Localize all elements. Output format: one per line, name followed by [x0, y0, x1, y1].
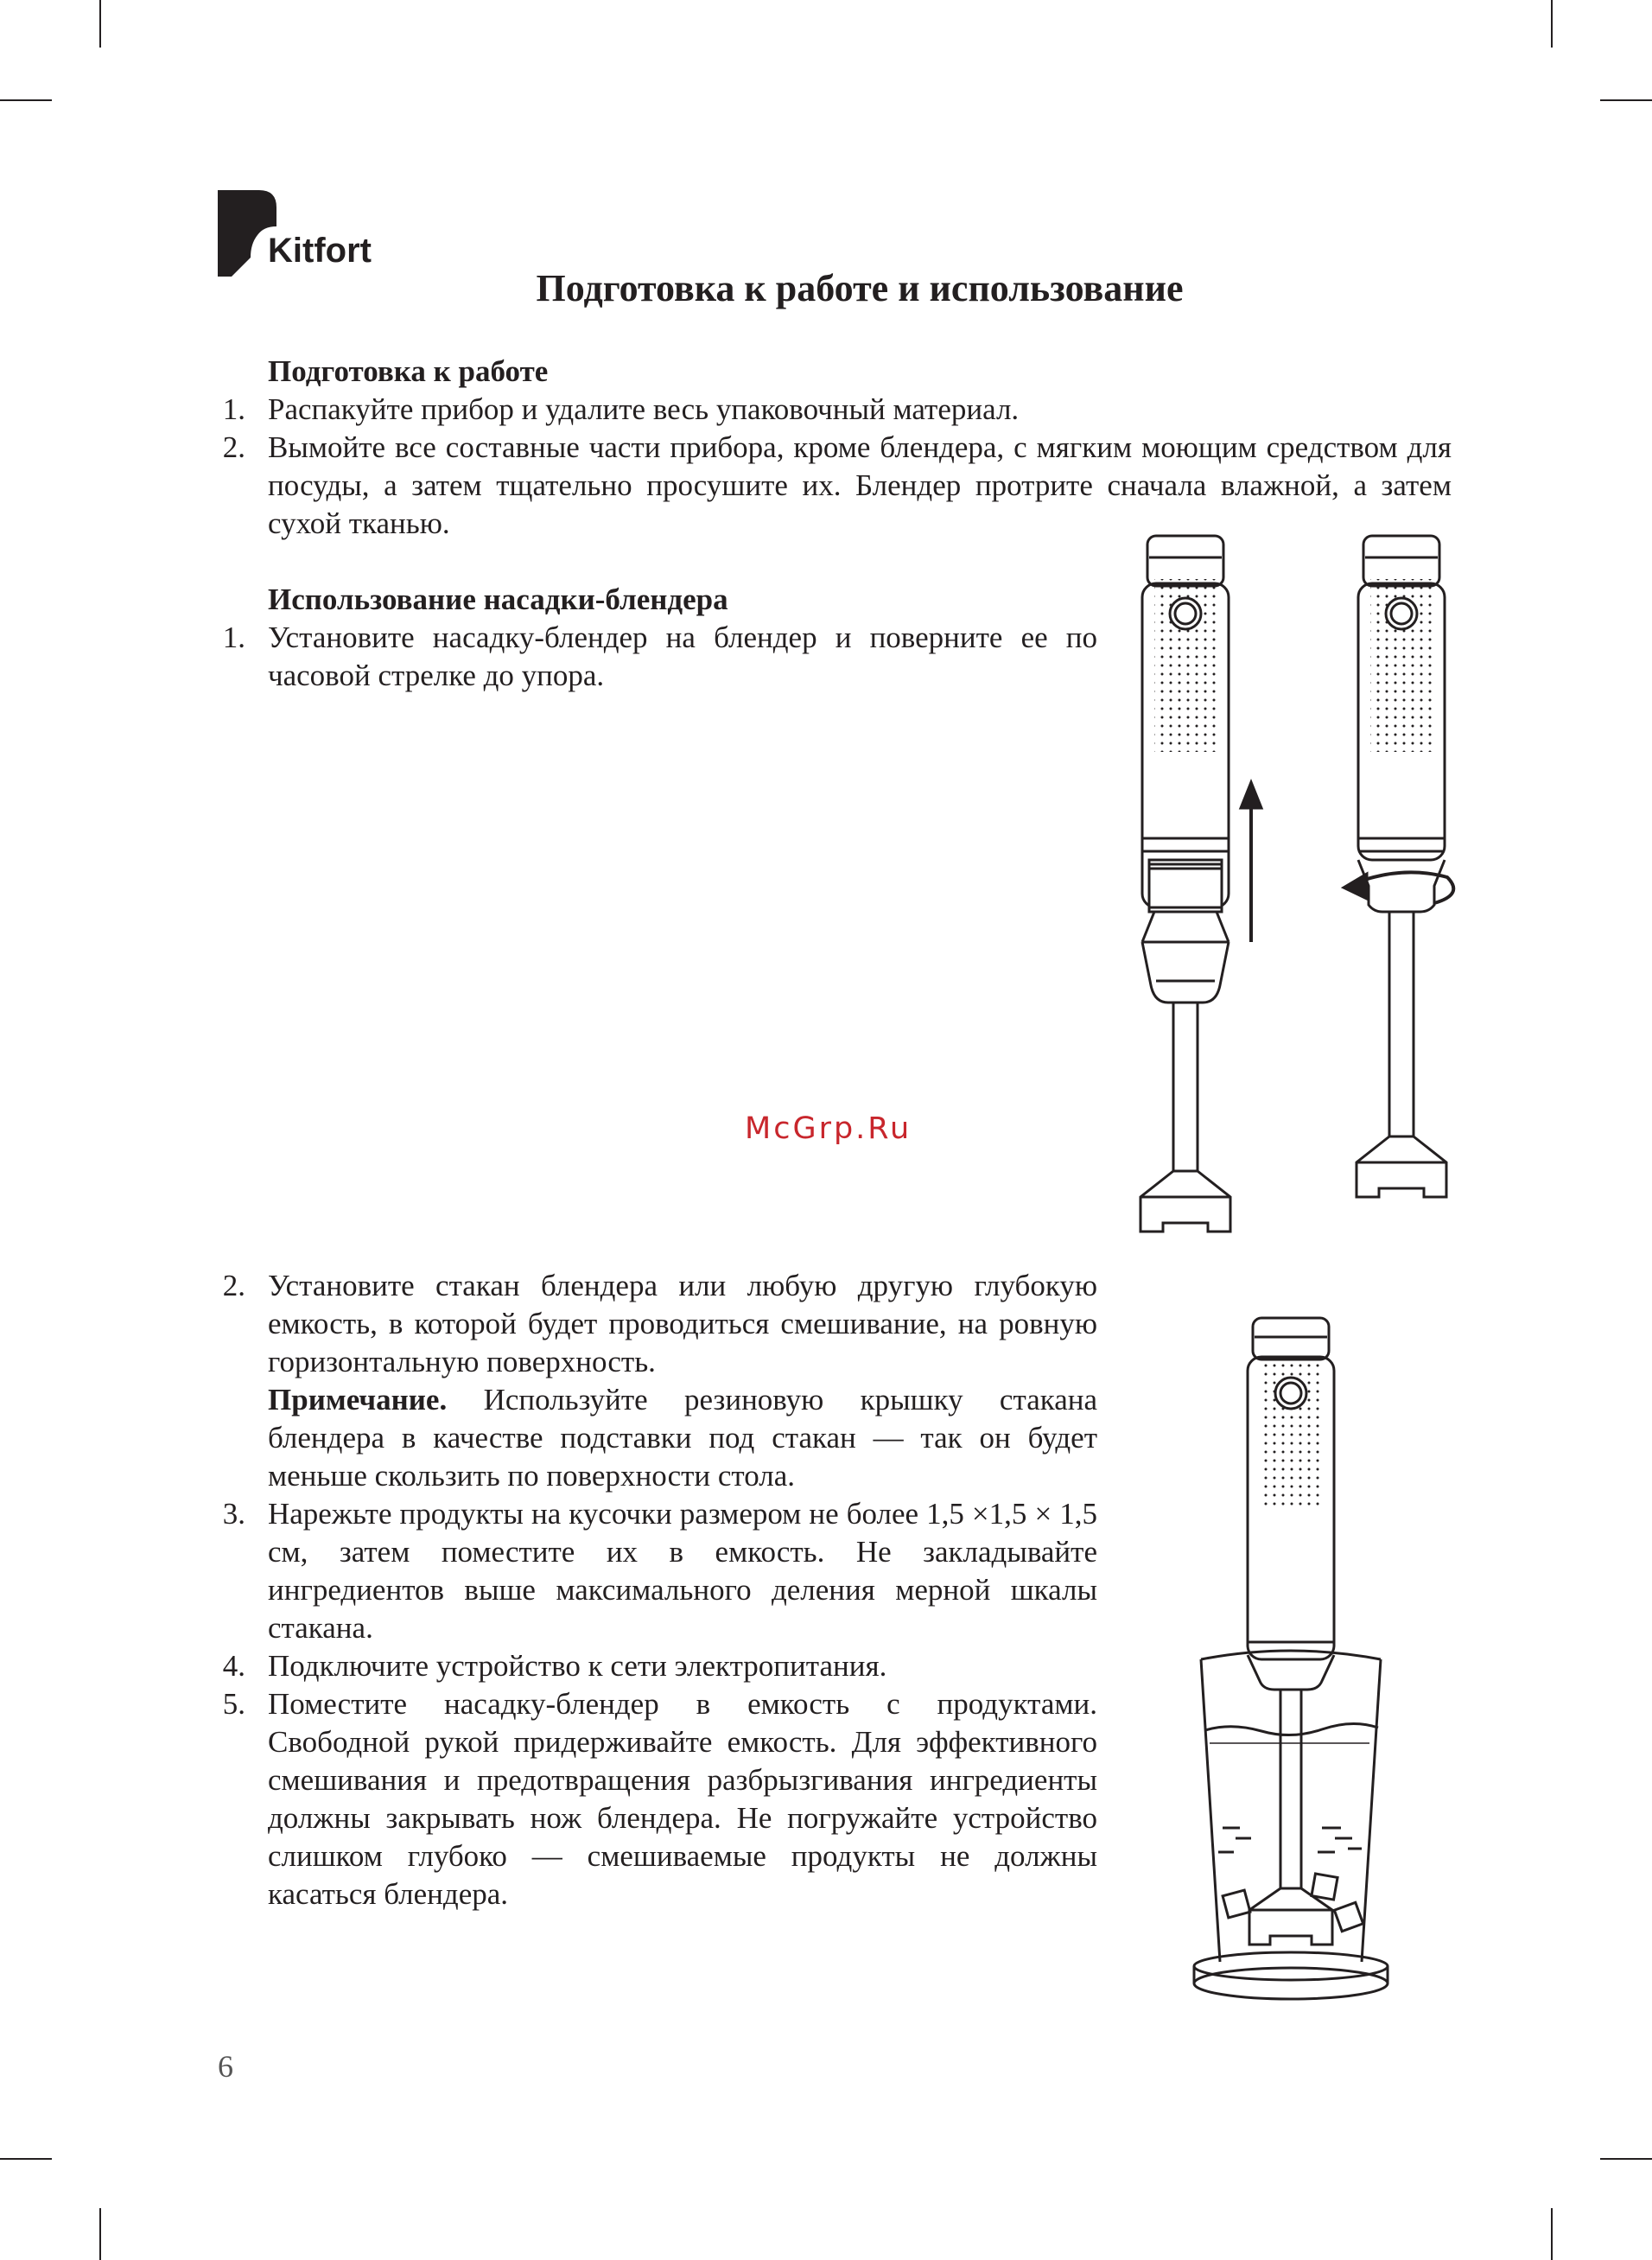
crop-mark: [0, 99, 52, 101]
crop-mark: [99, 2208, 101, 2260]
crop-mark: [1551, 2208, 1553, 2260]
page-title: Подготовка к работе и использование: [536, 267, 1184, 309]
item-text: Установите стакан блендера или любую другую глубокую емкость, в которой будет проводиться смешивание, на ровную горизонтальную поверхность.: [268, 1269, 1097, 1378]
note-label: Примечание.: [268, 1383, 448, 1416]
blender-attach-illustration-icon: [1123, 532, 1469, 1240]
crop-mark: [1600, 99, 1652, 101]
list-number: 2.: [222, 1269, 245, 1302]
section-heading-usage: Использование насадки-блендера: [268, 583, 728, 616]
list-number: 1.: [222, 392, 245, 426]
list-text: Подключите устройство к сети электропитания.: [268, 1649, 887, 1683]
list-item: [216, 1495, 1097, 1647]
list-item: [216, 1267, 1097, 1495]
list-text: Установите насадку-блендер на блендер и поверните ее по часовой стрелке до упора.: [268, 621, 1097, 692]
note-text: Используйте резиновую крышку стакана блендера в качестве подставки под стакан — так он будет меньше скользить по поверхности стола.: [268, 1383, 1098, 1493]
watermark: McGrp.Ru: [745, 1111, 912, 1146]
list-item: [216, 1647, 1097, 1685]
crop-mark: [1551, 0, 1553, 48]
list-text: Вымойте все составные части прибора, кроме блендера, с мягким моющим средством для посуды, а затем тщательно просушите их. Блендер протрите сначала влажной, а затем сухой тканью.: [268, 430, 1452, 540]
page-number: 6: [218, 2049, 233, 2084]
list-number: 1.: [222, 621, 245, 654]
list-item: [216, 429, 1452, 543]
list-number: 2.: [222, 430, 245, 464]
list-item: [216, 1685, 1097, 1913]
crop-mark: [1600, 2158, 1652, 2160]
crop-mark: [0, 2158, 52, 2160]
list-text: Нарежьте продукты на кусочки размером не более 1,5 ×1,5 × 1,5 см, затем поместите их в емкость. Не закладывайте ингредиентов выше максимального деления мерной шкалы стакана.: [268, 1497, 1097, 1645]
section-heading-prep: Подготовка к работе: [268, 354, 549, 388]
list-item: [216, 391, 1452, 429]
list-text: [268, 1267, 1097, 1495]
blender-in-cup-illustration-icon: [1192, 1309, 1417, 2001]
list-item: [216, 619, 1097, 695]
list-number: 4.: [222, 1649, 245, 1683]
brand-name: Kitfort: [268, 232, 372, 270]
crop-mark: [99, 0, 101, 48]
list-number: 3.: [222, 1497, 245, 1531]
list-number: 5.: [222, 1687, 245, 1721]
list-text: Поместите насадку-блендер в емкость с продуктами. Свободной рукой придерживайте емкость. Для эффективного смешивания и предотвращения разбрызгивания ингредиенты должны закрывать нож блендера. Не погружайте устройство слишком глубоко — смешиваемые продукты не должны касаться блендера.: [268, 1687, 1097, 1911]
list-text: Распакуйте прибор и удалите весь упаковочный материал.: [268, 392, 1020, 426]
